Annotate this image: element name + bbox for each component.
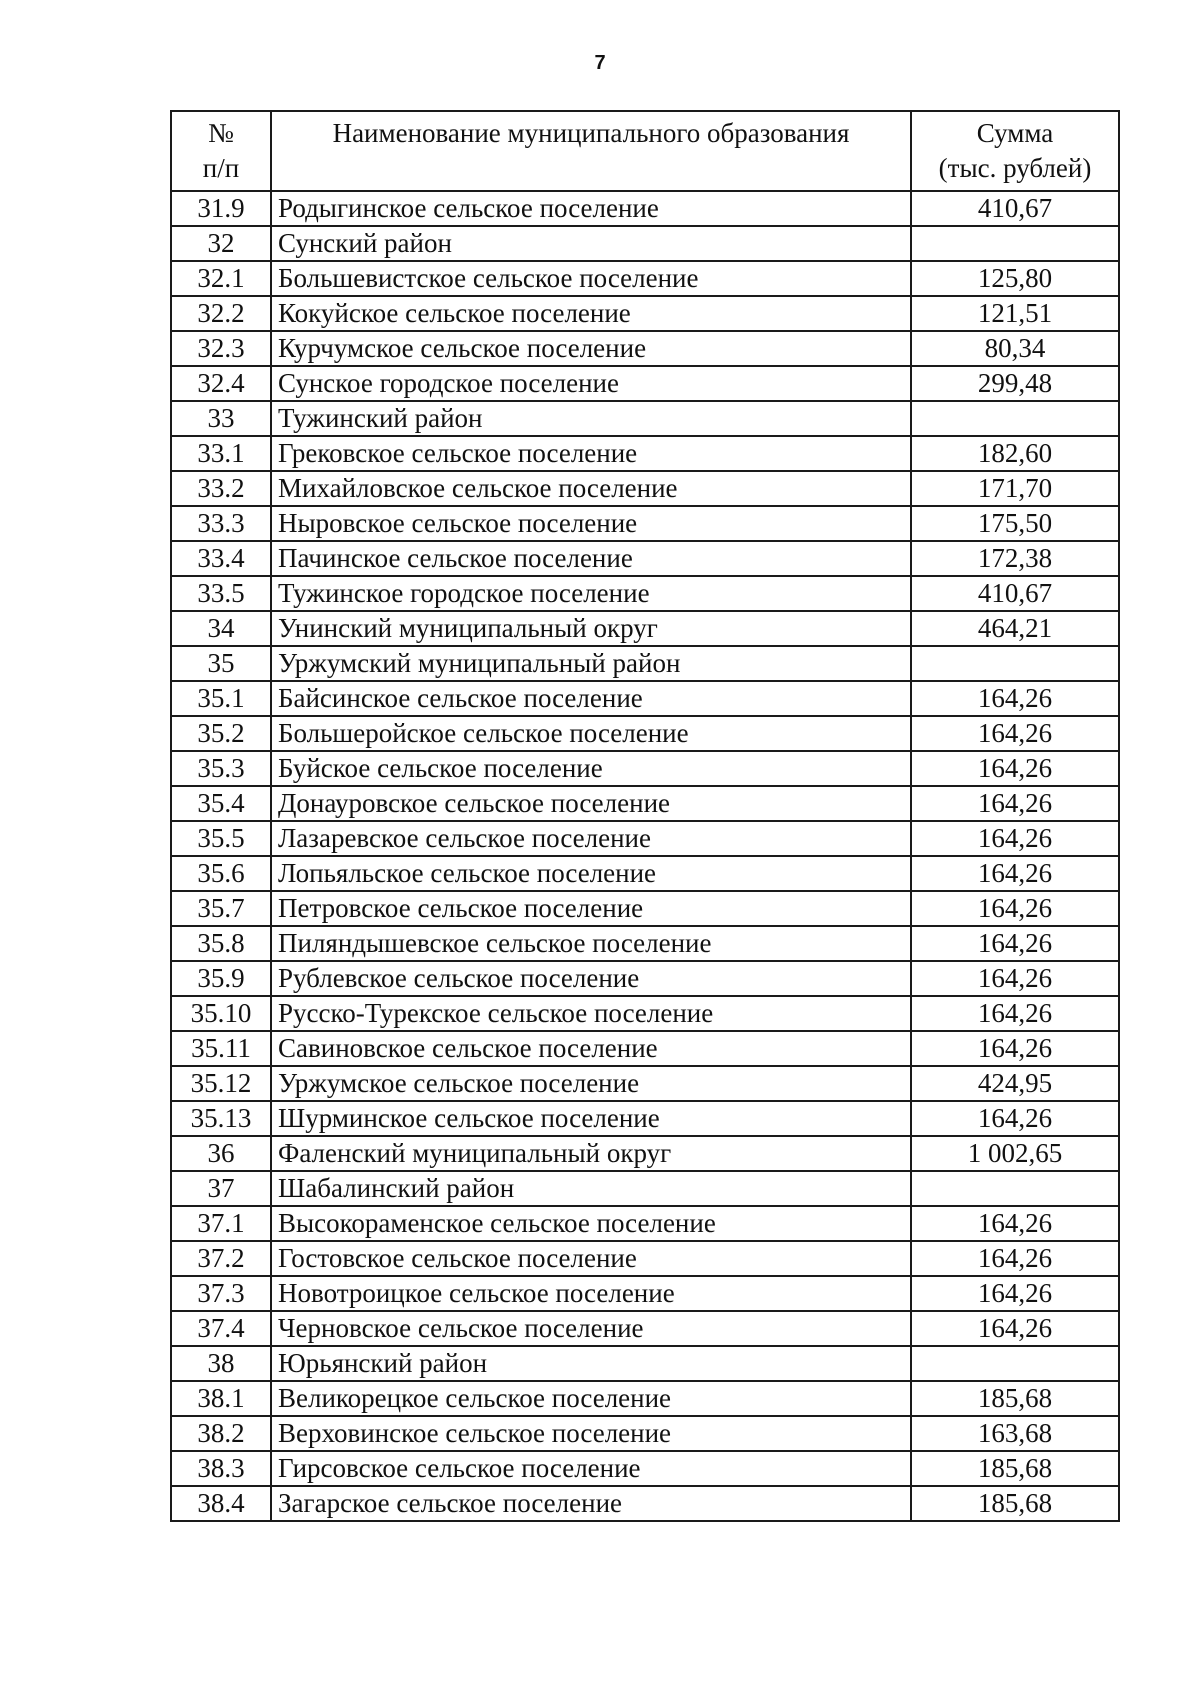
row-sum: 164,26 bbox=[911, 1206, 1119, 1241]
row-sum: 464,21 bbox=[911, 611, 1119, 646]
row-number: 35.13 bbox=[171, 1101, 271, 1136]
row-name: Ныровское сельское поселение bbox=[271, 506, 911, 541]
table-row bbox=[171, 436, 1119, 471]
row-sum: 164,26 bbox=[911, 856, 1119, 891]
table-row bbox=[171, 926, 1119, 961]
row-sum: 121,51 bbox=[911, 296, 1119, 331]
row-name: Шабалинский район bbox=[271, 1171, 911, 1206]
row-sum: 164,26 bbox=[911, 961, 1119, 996]
table-row bbox=[171, 611, 1119, 646]
table-row bbox=[171, 1451, 1119, 1486]
row-name: Унинский муниципальный округ bbox=[271, 611, 911, 646]
table-body bbox=[171, 191, 1119, 1521]
table-row bbox=[171, 856, 1119, 891]
row-number: 38 bbox=[171, 1346, 271, 1381]
page-number: 7 bbox=[594, 52, 606, 74]
row-number: 38.2 bbox=[171, 1416, 271, 1451]
row-name: Петровское сельское поселение bbox=[271, 891, 911, 926]
table-row bbox=[171, 1381, 1119, 1416]
row-number: 35.8 bbox=[171, 926, 271, 961]
table-row bbox=[171, 401, 1119, 436]
row-sum: 164,26 bbox=[911, 1101, 1119, 1136]
row-sum bbox=[911, 226, 1119, 261]
row-name: Большеройское сельское поселение bbox=[271, 716, 911, 751]
table-row bbox=[171, 471, 1119, 506]
row-name: Новотроицкое сельское поселение bbox=[271, 1276, 911, 1311]
row-number: 35.10 bbox=[171, 996, 271, 1031]
row-sum: 171,70 bbox=[911, 471, 1119, 506]
row-number: 35.2 bbox=[171, 716, 271, 751]
table-row bbox=[171, 541, 1119, 576]
row-sum: 80,34 bbox=[911, 331, 1119, 366]
row-sum: 164,26 bbox=[911, 1241, 1119, 1276]
row-name: Верховинское сельское поселение bbox=[271, 1416, 911, 1451]
row-number: 37.1 bbox=[171, 1206, 271, 1241]
table-row bbox=[171, 261, 1119, 296]
row-name: Михайловское сельское поселение bbox=[271, 471, 911, 506]
row-name: Савиновское сельское поселение bbox=[271, 1031, 911, 1066]
table-row bbox=[171, 1416, 1119, 1451]
row-name: Высокораменское сельское поселение bbox=[271, 1206, 911, 1241]
table-row bbox=[171, 1101, 1119, 1136]
table-row bbox=[171, 1346, 1119, 1381]
row-name: Загарское сельское поселение bbox=[271, 1486, 911, 1521]
table-row bbox=[171, 1031, 1119, 1066]
header-sum-unit: (тыс. рублей) bbox=[938, 153, 1092, 183]
table-row bbox=[171, 1486, 1119, 1521]
row-number: 38.4 bbox=[171, 1486, 271, 1521]
table-row bbox=[171, 1206, 1119, 1241]
row-name: Гостовское сельское поселение bbox=[271, 1241, 911, 1276]
row-number: 35.11 bbox=[171, 1031, 271, 1066]
row-number: 33 bbox=[171, 401, 271, 436]
table-row bbox=[171, 1311, 1119, 1346]
row-number: 35.4 bbox=[171, 786, 271, 821]
table-row bbox=[171, 821, 1119, 856]
allocation-table bbox=[170, 110, 1120, 1522]
row-name: Грековское сельское поселение bbox=[271, 436, 911, 471]
row-name: Шурминское сельское поселение bbox=[271, 1101, 911, 1136]
row-number: 31.9 bbox=[171, 191, 271, 226]
table-row bbox=[171, 961, 1119, 996]
row-number: 37.4 bbox=[171, 1311, 271, 1346]
table-row bbox=[171, 226, 1119, 261]
table-row bbox=[171, 681, 1119, 716]
row-sum: 164,26 bbox=[911, 1276, 1119, 1311]
row-name: Донауровское сельское поселение bbox=[271, 786, 911, 821]
row-sum: 164,26 bbox=[911, 1031, 1119, 1066]
row-sum: 299,48 bbox=[911, 366, 1119, 401]
row-sum: 185,68 bbox=[911, 1451, 1119, 1486]
row-name: Сунское городское поселение bbox=[271, 366, 911, 401]
row-number: 35.5 bbox=[171, 821, 271, 856]
row-sum: 164,26 bbox=[911, 926, 1119, 961]
row-number: 37.2 bbox=[171, 1241, 271, 1276]
table-row bbox=[171, 1136, 1119, 1171]
row-number: 32.1 bbox=[171, 261, 271, 296]
row-number: 35.1 bbox=[171, 681, 271, 716]
row-sum: 164,26 bbox=[911, 891, 1119, 926]
table-row bbox=[171, 1171, 1119, 1206]
row-name: Тужинский район bbox=[271, 401, 911, 436]
row-sum: 424,95 bbox=[911, 1066, 1119, 1101]
row-number: 35.6 bbox=[171, 856, 271, 891]
header-number-abbrev: п/п bbox=[202, 153, 240, 183]
row-number: 34 bbox=[171, 611, 271, 646]
row-number: 35.7 bbox=[171, 891, 271, 926]
row-name: Буйское сельское поселение bbox=[271, 751, 911, 786]
header-sum-title: Сумма bbox=[976, 118, 1054, 148]
row-number: 35.12 bbox=[171, 1066, 271, 1101]
row-sum: 185,68 bbox=[911, 1381, 1119, 1416]
row-name: Великорецкое сельское поселение bbox=[271, 1381, 911, 1416]
table-row bbox=[171, 891, 1119, 926]
table-row bbox=[171, 191, 1119, 226]
row-name: Рублевское сельское поселение bbox=[271, 961, 911, 996]
row-name: Тужинское городское поселение bbox=[271, 576, 911, 611]
row-sum: 164,26 bbox=[911, 1311, 1119, 1346]
row-sum: 185,68 bbox=[911, 1486, 1119, 1521]
row-sum: 164,26 bbox=[911, 821, 1119, 856]
row-name: Большевистское сельское поселение bbox=[271, 261, 911, 296]
row-name: Курчумское сельское поселение bbox=[271, 331, 911, 366]
row-sum: 164,26 bbox=[911, 751, 1119, 786]
table-row bbox=[171, 366, 1119, 401]
row-number: 33.3 bbox=[171, 506, 271, 541]
row-number: 36 bbox=[171, 1136, 271, 1171]
table-header-row bbox=[171, 111, 1119, 191]
row-name: Фаленский муниципальный округ bbox=[271, 1136, 911, 1171]
table-row bbox=[171, 506, 1119, 541]
row-sum: 164,26 bbox=[911, 786, 1119, 821]
row-sum: 410,67 bbox=[911, 191, 1119, 226]
row-name: Лазаревское сельское поселение bbox=[271, 821, 911, 856]
header-number-symbol: № bbox=[208, 118, 234, 148]
row-sum bbox=[911, 401, 1119, 436]
row-name: Сунский район bbox=[271, 226, 911, 261]
row-sum: 175,50 bbox=[911, 506, 1119, 541]
row-number: 32.2 bbox=[171, 296, 271, 331]
table-row bbox=[171, 751, 1119, 786]
table-row bbox=[171, 296, 1119, 331]
row-number: 33.2 bbox=[171, 471, 271, 506]
row-sum bbox=[911, 646, 1119, 681]
row-sum: 164,26 bbox=[911, 681, 1119, 716]
row-sum: 164,26 bbox=[911, 996, 1119, 1031]
row-name: Уржумское сельское поселение bbox=[271, 1066, 911, 1101]
table-row bbox=[171, 576, 1119, 611]
row-sum: 1 002,65 bbox=[911, 1136, 1119, 1171]
row-name: Лопьяльское сельское поселение bbox=[271, 856, 911, 891]
row-sum: 164,26 bbox=[911, 716, 1119, 751]
row-sum bbox=[911, 1171, 1119, 1206]
row-number: 37 bbox=[171, 1171, 271, 1206]
row-name: Русско-Турекское сельское поселение bbox=[271, 996, 911, 1031]
table-row bbox=[171, 996, 1119, 1031]
row-sum: 163,68 bbox=[911, 1416, 1119, 1451]
row-sum: 172,38 bbox=[911, 541, 1119, 576]
row-number: 38.3 bbox=[171, 1451, 271, 1486]
row-name: Пачинское сельское поселение bbox=[271, 541, 911, 576]
row-number: 38.1 bbox=[171, 1381, 271, 1416]
table-row bbox=[171, 1276, 1119, 1311]
row-name: Черновское сельское поселение bbox=[271, 1311, 911, 1346]
row-name: Байсинское сельское поселение bbox=[271, 681, 911, 716]
row-name: Уржумский муниципальный район bbox=[271, 646, 911, 681]
table-row bbox=[171, 1241, 1119, 1276]
row-sum: 182,60 bbox=[911, 436, 1119, 471]
table-row bbox=[171, 331, 1119, 366]
row-number: 35.3 bbox=[171, 751, 271, 786]
table-row bbox=[171, 646, 1119, 681]
row-sum bbox=[911, 1346, 1119, 1381]
row-number: 32 bbox=[171, 226, 271, 261]
row-name: Родыгинское сельское поселение bbox=[271, 191, 911, 226]
header-name bbox=[271, 111, 911, 191]
row-number: 33.1 bbox=[171, 436, 271, 471]
row-name: Кокуйское сельское поселение bbox=[271, 296, 911, 331]
header-sum bbox=[911, 111, 1119, 191]
row-number: 37.3 bbox=[171, 1276, 271, 1311]
table-row bbox=[171, 786, 1119, 821]
table-row bbox=[171, 716, 1119, 751]
row-name: Пиляндышевское сельское поселение bbox=[271, 926, 911, 961]
row-number: 35 bbox=[171, 646, 271, 681]
header-name-text: Наименование муниципального образования bbox=[332, 118, 850, 148]
row-number: 32.3 bbox=[171, 331, 271, 366]
row-number: 32.4 bbox=[171, 366, 271, 401]
row-name: Гирсовское сельское поселение bbox=[271, 1451, 911, 1486]
row-sum: 410,67 bbox=[911, 576, 1119, 611]
row-number: 33.4 bbox=[171, 541, 271, 576]
header-number bbox=[171, 111, 271, 191]
row-number: 33.5 bbox=[171, 576, 271, 611]
table-row bbox=[171, 1066, 1119, 1101]
row-sum: 125,80 bbox=[911, 261, 1119, 296]
row-number: 35.9 bbox=[171, 961, 271, 996]
row-name: Юрьянский район bbox=[271, 1346, 911, 1381]
